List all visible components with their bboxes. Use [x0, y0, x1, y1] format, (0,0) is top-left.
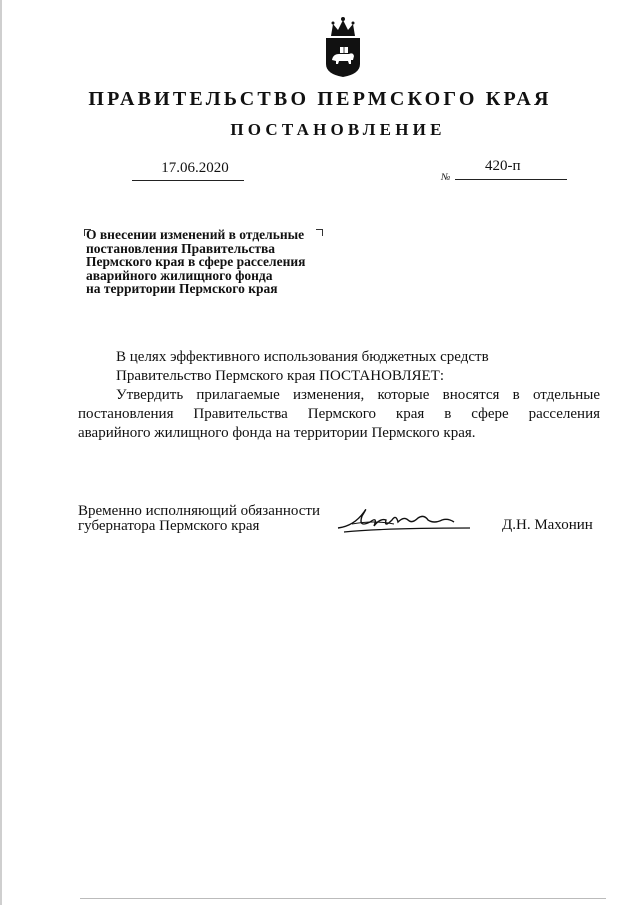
number-underline	[455, 179, 567, 180]
perm-coat-of-arms-icon	[323, 14, 363, 78]
document-subject	[86, 228, 346, 296]
document-type: ПОСТАНОВЛЕНИЕ	[230, 120, 446, 139]
date-underline	[132, 180, 244, 181]
bottom-divider	[80, 898, 606, 899]
body-line: Правительство Пермского края ПОСТАНОВЛЯЕТ:	[116, 368, 445, 384]
body-line: В целях эффективного использования бюджетных средств	[116, 349, 489, 365]
document-body	[78, 348, 600, 443]
signatory-title-line: губернатора Пермского края	[78, 518, 260, 534]
document-date: 17.06.2020	[161, 160, 229, 176]
number-sign: №	[441, 172, 451, 183]
date-field	[132, 160, 244, 181]
subject-line: Пермского края в сфере расселения	[86, 254, 306, 269]
subject-line: на территории Пермского края	[86, 281, 278, 296]
handwritten-signature-icon	[334, 498, 474, 538]
body-line: постановления Правительства Пермского края в сфере расселения	[78, 406, 600, 422]
body-line: аварийного жилищного фонда на территории Пермского края.	[78, 425, 476, 441]
document-number: 420-п	[485, 158, 521, 174]
subject-line: аварийного жилищного фонда	[86, 267, 273, 283]
signatory-name: Д.Н. Махонин	[502, 517, 593, 533]
government-title: ПРАВИТЕЛЬСТВО ПЕРМСКОГО КРАЯ	[88, 88, 552, 110]
signatory-title-line: Временно исполняющий обязанности	[78, 503, 321, 519]
subject-line: постановления Правительства	[86, 240, 275, 256]
number-field	[441, 158, 567, 182]
signatory-title	[78, 504, 320, 534]
body-line: Утвердить прилагаемые изменения, которые вносятся в отдельные	[116, 387, 600, 403]
subject-line: О внесении изменений в отдельные	[86, 227, 305, 242]
